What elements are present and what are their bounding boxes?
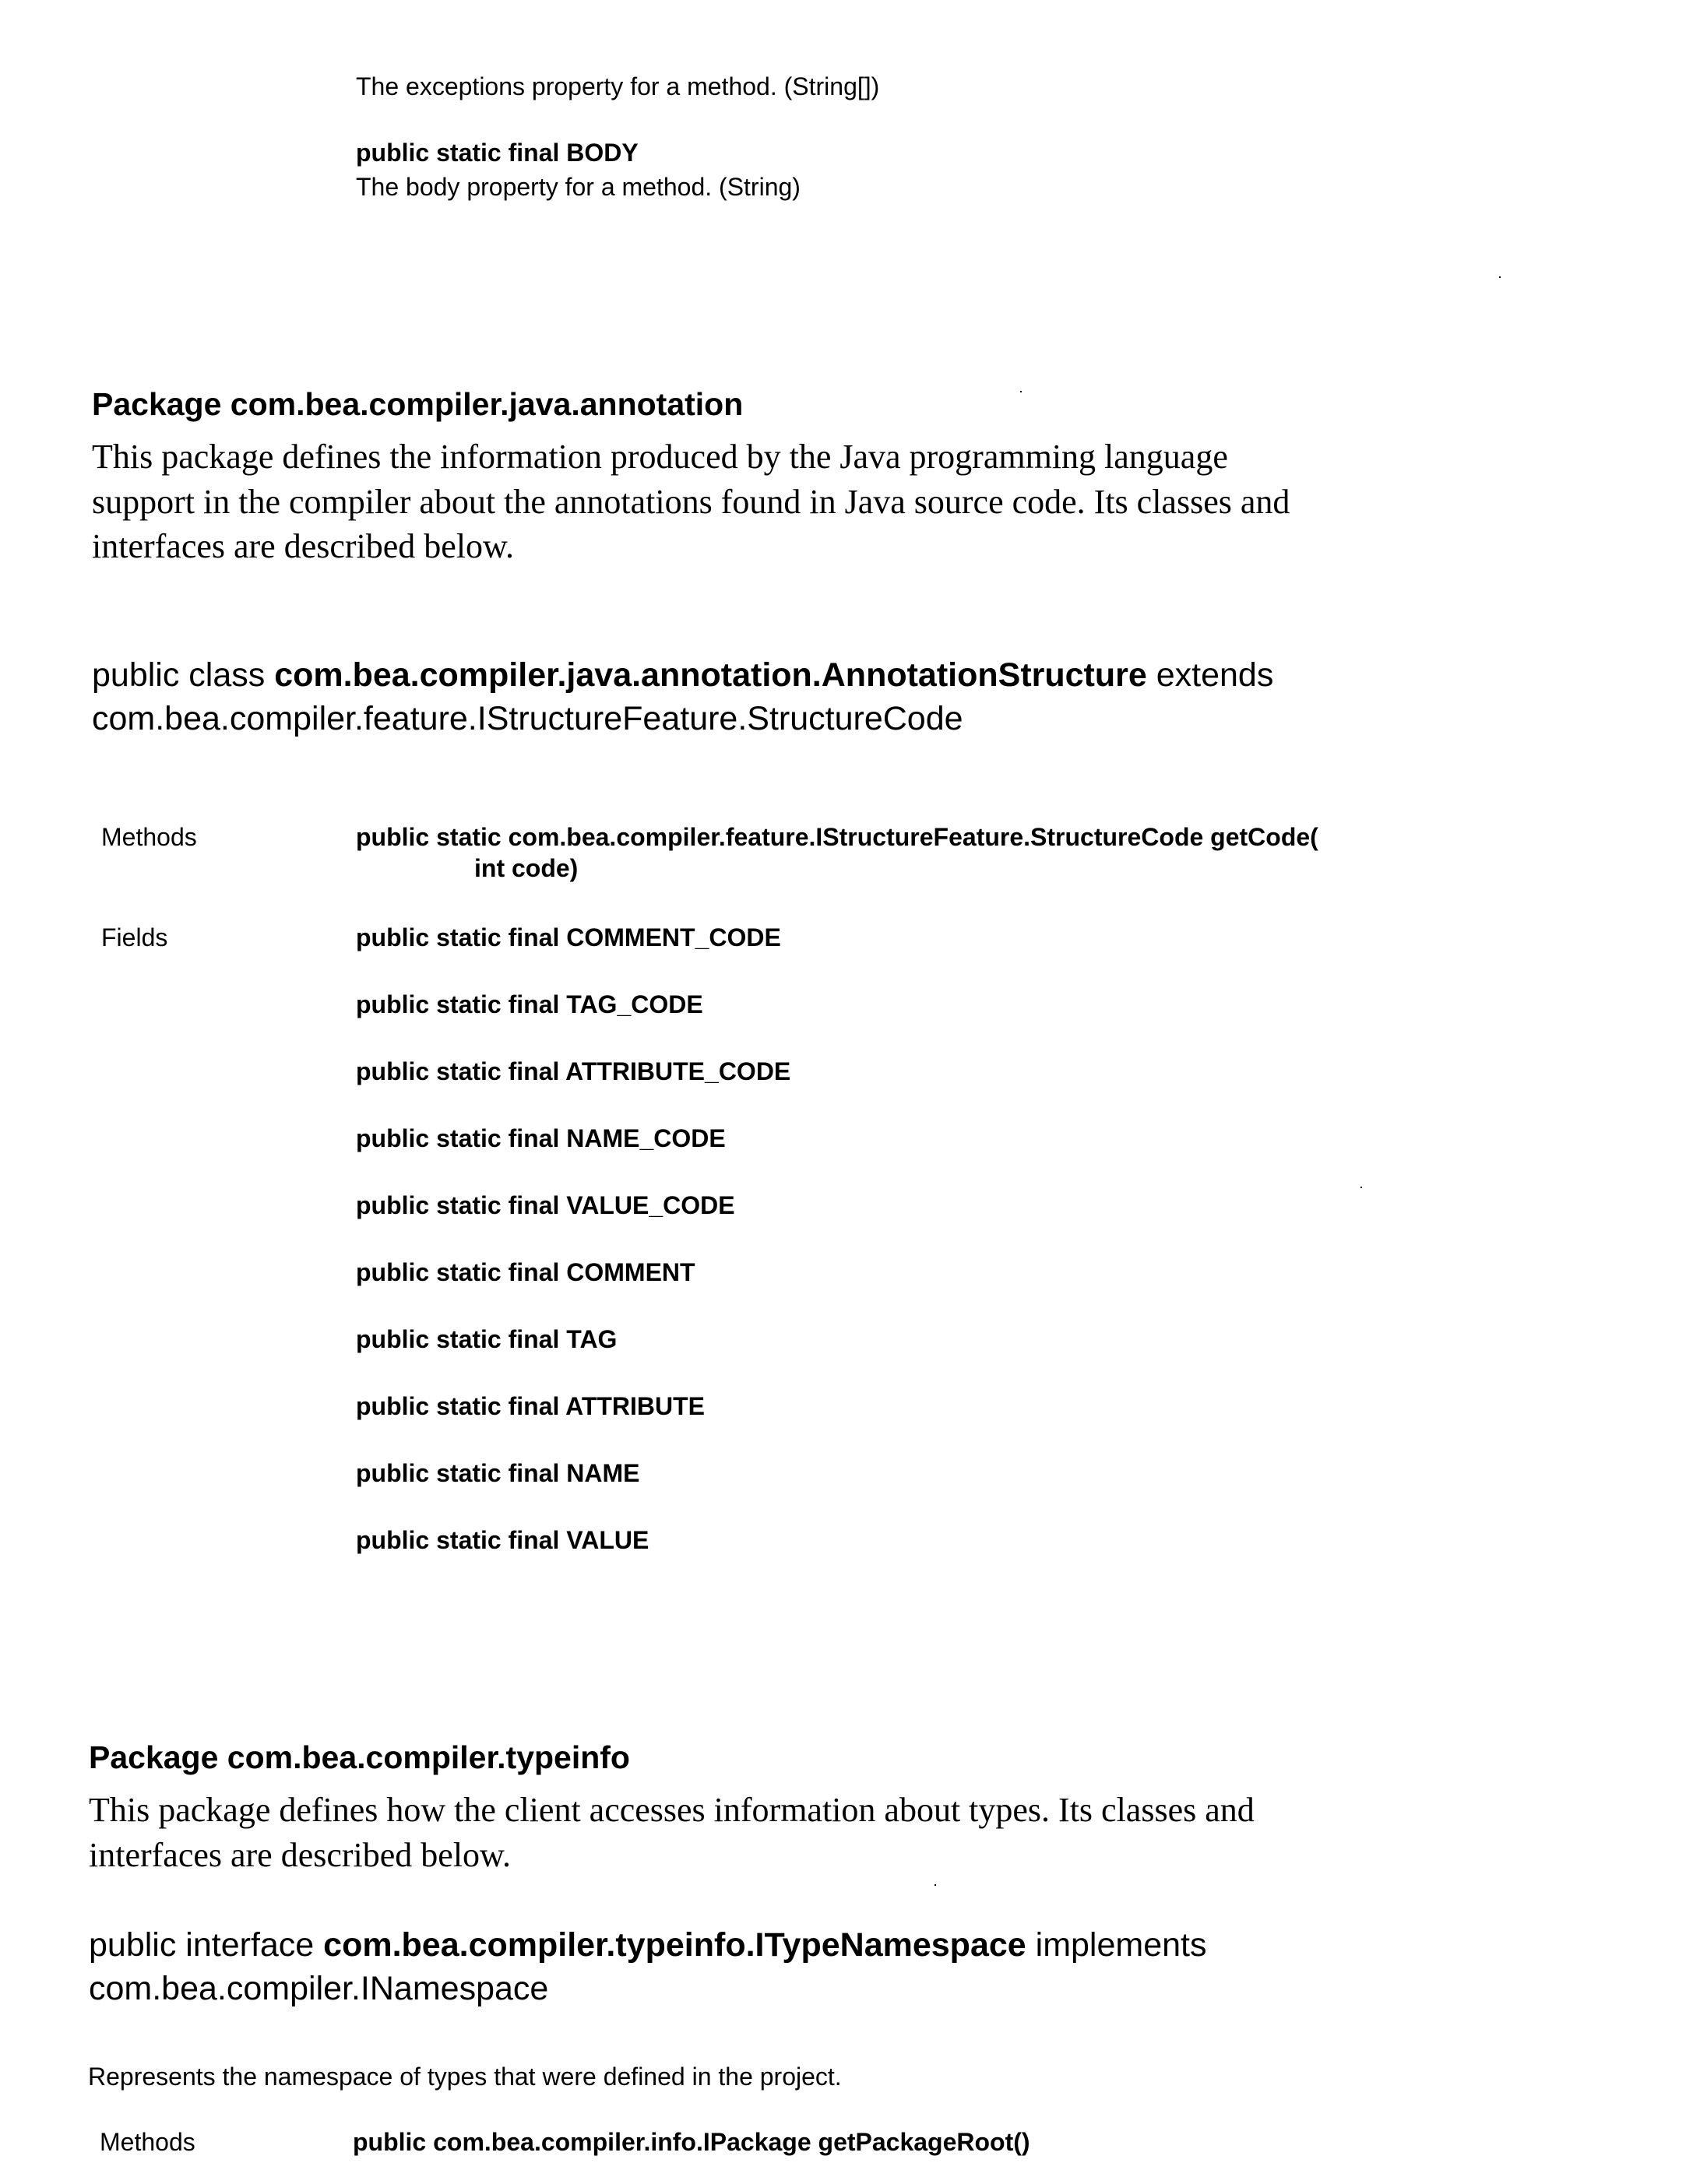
class-name: com.bea.compiler.java.annotation.AnnotationStructure bbox=[274, 656, 1147, 694]
package-description-line: interfaces are described below. bbox=[89, 1835, 511, 1874]
parent-class: com.bea.compiler.feature.IStructureFeature.StructureCode bbox=[92, 700, 963, 737]
interface-modifier: public interface bbox=[89, 1926, 324, 1964]
package-description-line: interfaces are described below. bbox=[92, 527, 514, 565]
method-getpackageroot: public com.bea.compiler.info.IPackage getPackageRoot() bbox=[353, 2128, 1030, 2156]
class-modifier: public class bbox=[92, 656, 275, 694]
interface-declaration bbox=[89, 1923, 1207, 2010]
class-declaration-line bbox=[92, 653, 1273, 697]
methods-label: Methods bbox=[101, 823, 197, 851]
field-comment: public static final COMMENT bbox=[356, 1258, 695, 1286]
field-body: public static final BODY bbox=[356, 139, 639, 167]
implements-keyword: implements bbox=[1026, 1926, 1207, 1964]
package-description-line: This package defines the information produced by the Java programming language bbox=[92, 438, 1228, 476]
parent-interface: com.bea.compiler.INamespace bbox=[89, 1970, 549, 2007]
package-heading: Package com.bea.compiler.java.annotation bbox=[92, 386, 744, 422]
interface-description: Represents the namespace of types that were defined in the project. bbox=[88, 2063, 842, 2091]
scan-speck bbox=[934, 1884, 936, 1886]
methods-label: Methods bbox=[100, 2128, 195, 2156]
field-comment-code: public static final COMMENT_CODE bbox=[356, 923, 781, 951]
package-heading: Package com.bea.compiler.typeinfo bbox=[89, 1739, 630, 1775]
extends-keyword: extends bbox=[1146, 656, 1274, 694]
interface-name: com.bea.compiler.typeinfo.ITypeNamespace bbox=[323, 1926, 1026, 1964]
field-value-code: public static final VALUE_CODE bbox=[356, 1191, 735, 1219]
field-name: public static final NAME bbox=[356, 1459, 640, 1487]
body-property-description: The body property for a method. (String) bbox=[356, 173, 801, 201]
scan-speck bbox=[1020, 391, 1022, 392]
package-description-line: This package defines how the client accesses information about types. Its classes and bbox=[89, 1791, 1255, 1829]
class-declaration bbox=[92, 653, 1273, 740]
scan-speck bbox=[1360, 1187, 1362, 1188]
fields-label: Fields bbox=[101, 923, 168, 951]
package-description-line: support in the compiler about the annotations found in Java source code. Its classes and bbox=[92, 482, 1290, 521]
exceptions-property-description: The exceptions property for a method. (String[]) bbox=[356, 72, 880, 100]
scan-speck bbox=[1499, 276, 1501, 278]
field-tag-code: public static final TAG_CODE bbox=[356, 990, 703, 1018]
field-attribute-code: public static final ATTRIBUTE_CODE bbox=[356, 1057, 791, 1085]
package-description bbox=[92, 434, 1290, 569]
interface-declaration-line bbox=[89, 1923, 1207, 1967]
method-getcode bbox=[356, 821, 1318, 884]
field-tag: public static final TAG bbox=[356, 1325, 618, 1353]
field-attribute: public static final ATTRIBUTE bbox=[356, 1392, 706, 1420]
field-name-code: public static final NAME_CODE bbox=[356, 1124, 726, 1152]
field-value: public static final VALUE bbox=[356, 1526, 649, 1554]
package-description bbox=[89, 1788, 1255, 1877]
method-signature-continuation: int code) bbox=[474, 854, 579, 882]
method-signature-line: public static com.bea.compiler.feature.IStructureFeature.StructureCode getCode( bbox=[356, 823, 1318, 851]
